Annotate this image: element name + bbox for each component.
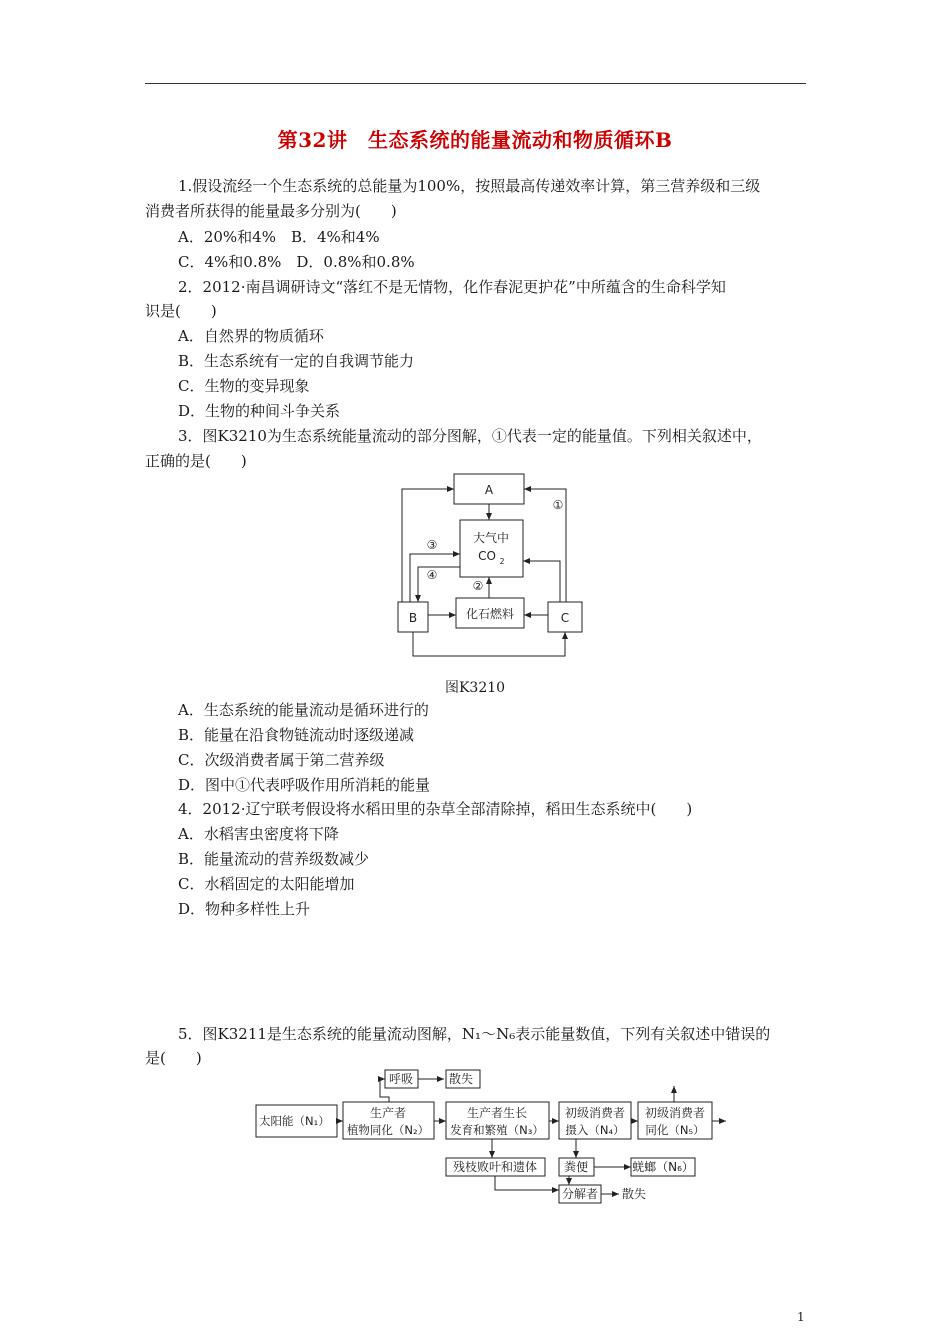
q3-stem-line2: 正确的是( ) xyxy=(145,452,247,470)
q2-stem-line2: 识是( ) xyxy=(145,302,217,320)
label-co2-sub: 2 xyxy=(499,557,505,566)
q4-option-c: C．水稻固定的太阳能增加 xyxy=(178,875,355,893)
mark-2: ② xyxy=(472,579,484,593)
q4-option-b: B．能量流动的营养级数减少 xyxy=(178,850,370,868)
q3-option-b: B．能量在沿食物链流动时逐级递减 xyxy=(178,726,415,744)
label-producer-2: 植物同化（N₂） xyxy=(346,1123,430,1137)
q2-option-c: C．生物的变异现象 xyxy=(178,377,310,395)
mark-3: ③ xyxy=(426,538,438,552)
label-intake-1: 初级消费者 xyxy=(564,1106,626,1120)
label-decomposer: 分解者 xyxy=(561,1187,599,1201)
label-a: A xyxy=(484,483,494,497)
label-scatter-top: 散失 xyxy=(449,1072,474,1086)
label-sun: 太阳能（N₁） xyxy=(259,1114,330,1128)
label-dungbeetle: 蜣螂（N₆） xyxy=(632,1160,694,1174)
mark-4: ④ xyxy=(426,568,438,582)
q4-stem-line1: 4．2012·辽宁联考假设将水稻田里的杂草全部清除掉，稻田生态系统中( ) xyxy=(178,800,693,818)
label-residue: 残枝败叶和遗体 xyxy=(452,1160,538,1174)
label-intake-2: 摄入（N₄） xyxy=(565,1123,625,1137)
q1-options-cd: C．4%和0.8% D．0.8%和0.8% xyxy=(178,253,415,271)
label-growth-2: 发育和繁殖（N₃） xyxy=(450,1123,544,1137)
figure-caption-k3210: 图K3210 xyxy=(444,680,506,696)
page-title: 第32讲 生态系统的能量流动和物质循环B xyxy=(277,128,673,152)
label-producer-1: 生产者 xyxy=(369,1106,407,1120)
diagram-k3210 xyxy=(390,468,600,663)
q5-stem-line2: 是( ) xyxy=(145,1049,202,1067)
diagram-k3211 xyxy=(250,1063,730,1208)
q2-option-d: D．生物的种间斗争关系 xyxy=(178,402,341,420)
label-respiration: 呼吸 xyxy=(389,1072,414,1086)
q4-option-d: D．物种多样性上升 xyxy=(178,900,311,918)
header-rule xyxy=(145,83,806,84)
label-fuel: 化石燃料 xyxy=(465,607,515,621)
q3-stem-line1: 3．图K3210为生态系统能量流动的部分图解，①代表一定的能量值。下列相关叙述中， xyxy=(178,427,762,445)
q5-stem-line1: 5．图K3211是生态系统的能量流动图解，N₁～N₆表示能量数值，下列有关叙述中错误的 xyxy=(178,1025,771,1043)
label-co2-line2: CO xyxy=(478,549,496,563)
q3-option-a: A．生态系统的能量流动是循环进行的 xyxy=(178,701,429,719)
page-number: 1 xyxy=(797,1310,805,1324)
label-co2-line1: 大气中 xyxy=(472,531,510,545)
q2-stem-line1: 2．2012·南昌调研诗文“落红不是无情物，化作春泥更护花”中所蕴含的生命科学知 xyxy=(178,278,726,296)
mark-1: ① xyxy=(552,498,564,512)
label-b: B xyxy=(408,611,418,625)
q4-option-a: A．水稻害虫密度将下降 xyxy=(178,825,339,843)
label-feces: 粪便 xyxy=(563,1160,589,1174)
label-assim-1: 初级消费者 xyxy=(644,1106,706,1120)
q3-option-d: D．图中①代表呼吸作用所消耗的能量 xyxy=(178,776,431,794)
label-growth-1: 生产者生长 xyxy=(466,1106,528,1120)
q1-stem-line1: 1.假设流经一个生态系统的总能量为100%，按照最高传递效率计算，第三营养级和三级 xyxy=(178,177,761,195)
label-c: C xyxy=(560,611,570,625)
q2-option-a: A．自然界的物质循环 xyxy=(178,327,324,345)
q2-option-b: B．生态系统有一定的自我调节能力 xyxy=(178,352,415,370)
label-assim-2: 同化（N₅） xyxy=(645,1123,705,1137)
q1-stem-line2: 消费者所获得的能量最多分别为( ) xyxy=(145,202,397,220)
q1-options-ab: A．20%和4% B．4%和4% xyxy=(178,228,380,246)
q3-option-c: C．次级消费者属于第二营养级 xyxy=(178,751,385,769)
label-scatter-bottom: 散失 xyxy=(622,1187,647,1201)
